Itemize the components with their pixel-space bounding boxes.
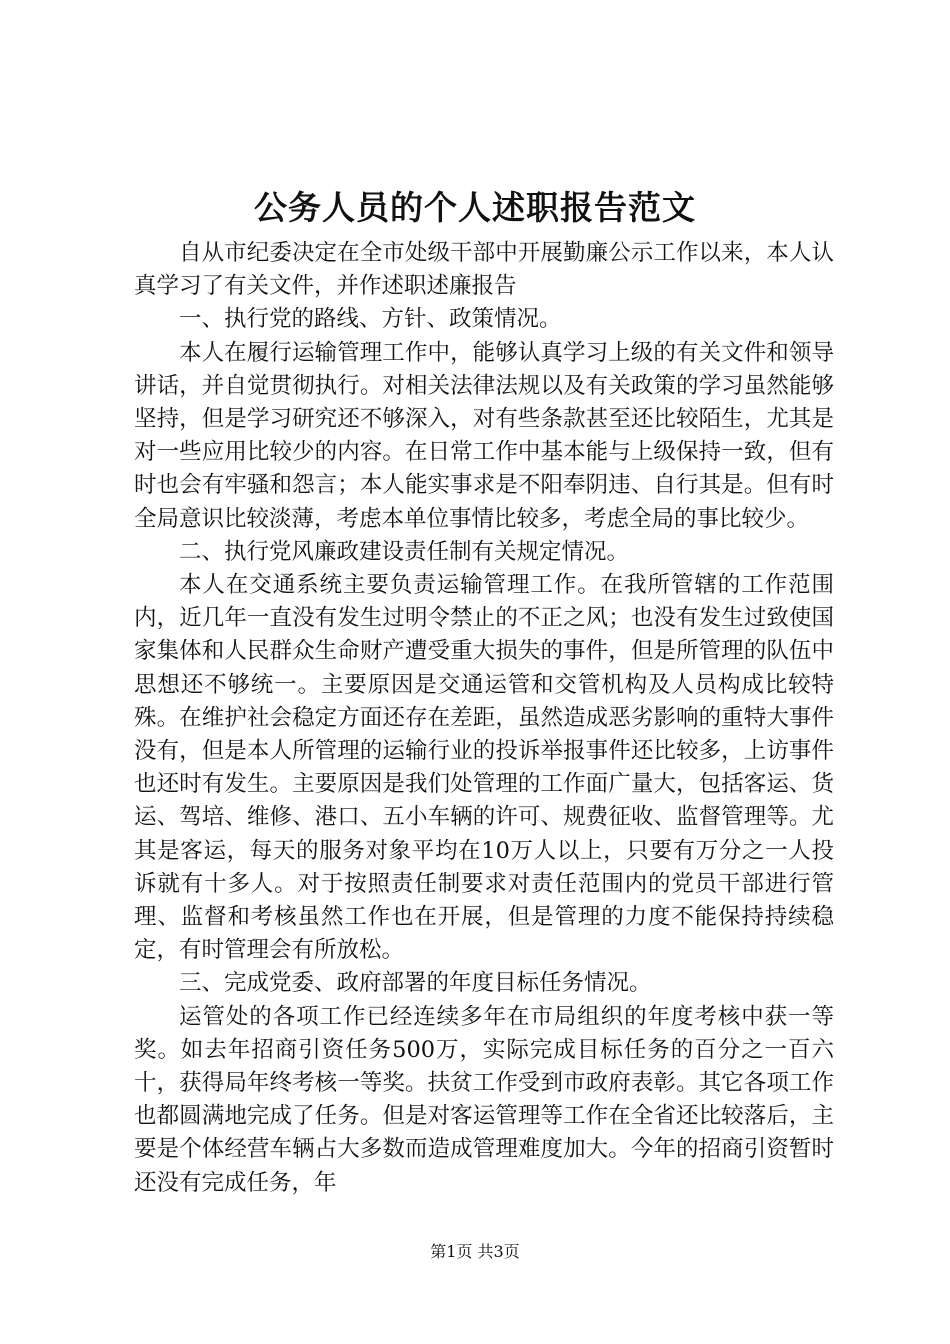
- document-title: 公务人员的个人述职报告范文: [254, 188, 696, 227]
- page-number-footer: 第1页 共3页: [430, 1242, 520, 1261]
- section-heading-2: 二、执行党风廉政建设责任制有关规定情况。: [179, 538, 630, 565]
- document-body: [134, 237, 834, 1200]
- paragraph-section-1: 本人在履行运输管理工作中，能够认真学习上级的有关文件和领导讲话，并自觉贯彻执行。对相关法律法规以及有关政策的学习虽然能够坚持，但是学习研究还不够深入，对有些条款甚至还比较陌生，尤其是对一些应用比较少的内容。在日常工作中基本能与上级保持一致，但有时也会有牢骚和怨言；本人能实事求是不阳奉阴违、自行其是。但有时全局意识比较淡薄，考虑本单位事情比较多，考虑全局的事比较少。: [134, 339, 834, 532]
- section-heading-3: 三、完成党委、政府部署的年度目标任务情况。: [179, 970, 652, 997]
- paragraph-section-3: 运管处的各项工作已经连续多年在市局组织的年度考核中获一等奖。如去年招商引资任务500万，实际完成目标任务的百分之一百六十，获得局年终考核一等奖。扶贫工作受到市政府表彰。其它各项工作也都圆满地完成了任务。但是对客运管理等工作在全省还比较落后，主要是个体经营车辆占大多数而造成管理难度加大。今年的招商引资暂时还没有完成任务，年: [134, 1003, 834, 1196]
- section-heading-1: 一、执行党的路线、方针、政策情况。: [179, 306, 562, 333]
- paragraph-intro: 自从市纪委决定在全市处级干部中开展勤廉公示工作以来，本人认真学习了有关文件，并作述职述廉报告: [134, 240, 834, 300]
- paragraph-section-2: 本人在交通系统主要负责运输管理工作。在我所管辖的工作范围内，近几年一直没有发生过明令禁止的不正之风；也没有发生过致使国家集体和人民群众生命财产遭受重大损失的事件，但是所管理的队伍中思想还不够统一。主要原因是交通运管和交管机构及人员构成比较特殊。在维护社会稳定方面还存在差距，虽然造成恶劣影响的重特大事件没有，但是本人所管理的运输行业的投诉举报事件还比较多，上访事件也还时有发生。主要原因是我们处管理的工作面广量大，包括客运、货运、驾培、维修、港口、五小车辆的许可、规费征收、监督管理等。尤其是客运，每天的服务对象平均在10万人以上，只要有万分之一人投诉就有十多人。对于按照责任制要求对责任范围内的党员干部进行管理、监督和考核虽然工作也在开展，但是管理的力度不能保持持续稳定，有时管理会有所放松。: [134, 572, 834, 964]
